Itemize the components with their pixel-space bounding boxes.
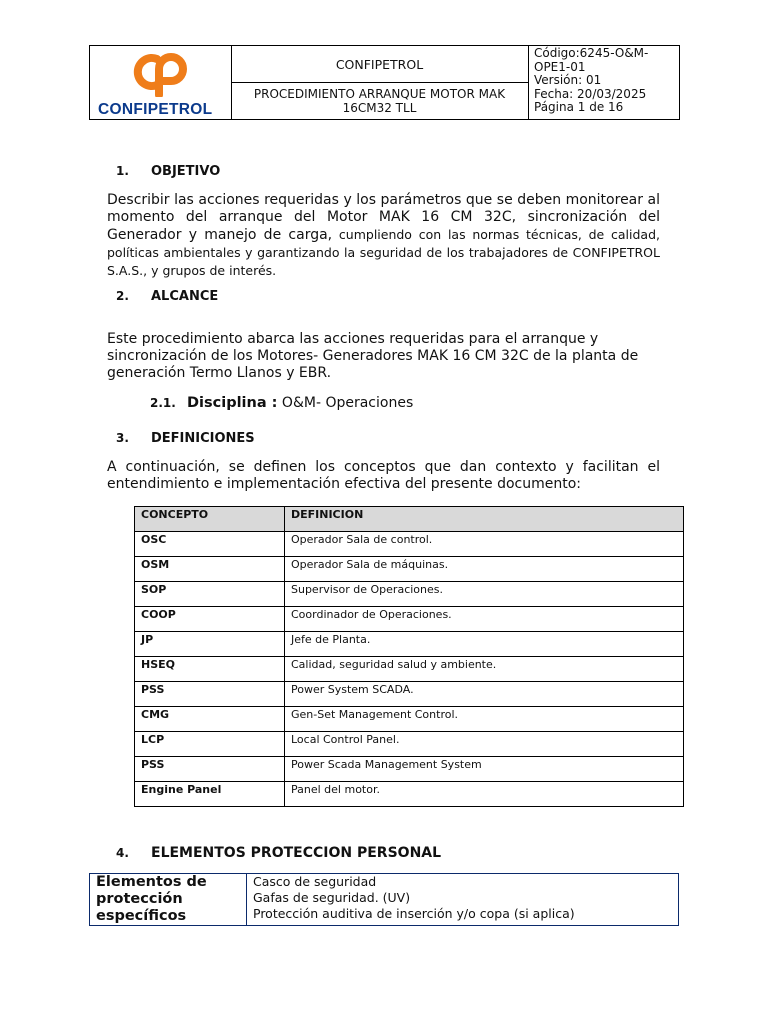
section-heading-epp bbox=[116, 845, 441, 861]
epp-item: Protección auditiva de inserción y/o copa (si aplica) bbox=[253, 906, 575, 921]
definition-cell: Operador Sala de control. bbox=[285, 532, 684, 557]
concept-cell: JP bbox=[135, 632, 285, 657]
section-number: 2. bbox=[116, 289, 129, 303]
objetivo-text-small: cumpliendo con las normas técnicas, de calidad, políticas ambientales y garantizando la seguridad de los trabajadores de CONFIPETROL S.A.S., y grupos de interés. bbox=[107, 227, 660, 278]
concept-cell: HSEQ bbox=[135, 657, 285, 682]
concept-cell: PSS bbox=[135, 682, 285, 707]
concept-cell: SOP bbox=[135, 582, 285, 607]
concept-cell: PSS bbox=[135, 757, 285, 782]
subsection-number: 2.1. bbox=[150, 396, 176, 410]
objetivo-text bbox=[107, 192, 660, 280]
disciplina-line bbox=[150, 395, 413, 411]
document-date: Fecha: 20/03/2025 bbox=[534, 86, 647, 101]
definition-cell: Coordinador de Operaciones. bbox=[285, 607, 684, 632]
section-number: 1. bbox=[116, 164, 129, 178]
definition-cell: Power System SCADA. bbox=[285, 682, 684, 707]
epp-item: Casco de seguridad bbox=[253, 874, 377, 889]
definition-cell: Operador Sala de máquinas. bbox=[285, 557, 684, 582]
table-row bbox=[135, 657, 684, 682]
section-heading-alcance bbox=[116, 289, 218, 304]
definition-cell: Supervisor de Operaciones. bbox=[285, 582, 684, 607]
definitions-table bbox=[134, 506, 684, 807]
procedure-title: PROCEDIMIENTO ARRANQUE MOTOR MAK 16CM32 TLL bbox=[253, 87, 506, 115]
table-header-definicion: DEFINICION bbox=[285, 507, 684, 532]
table-row bbox=[135, 632, 684, 657]
definition-cell: Panel del motor. bbox=[285, 782, 684, 807]
table-header-concepto: CONCEPTO bbox=[135, 507, 285, 532]
concept-cell: Engine Panel bbox=[135, 782, 285, 807]
epp-row bbox=[90, 874, 679, 926]
table-row bbox=[135, 757, 684, 782]
document-version: Versión: 01 bbox=[534, 73, 602, 87]
section-title: DEFINICIONES bbox=[151, 431, 255, 446]
section-number: 4. bbox=[116, 846, 129, 860]
epp-item: Gafas de seguridad. (UV) bbox=[253, 890, 411, 905]
page-number: Página 1 de 16 bbox=[534, 100, 624, 114]
section-title: ELEMENTOS PROTECCION PERSONAL bbox=[151, 845, 442, 861]
document-code: Código:6245-O&M-OPE1-01 bbox=[534, 46, 649, 74]
definition-cell: Calidad, seguridad salud y ambiente. bbox=[285, 657, 684, 682]
section-title: ALCANCE bbox=[151, 289, 219, 304]
section-number: 3. bbox=[116, 431, 129, 445]
epp-table bbox=[89, 873, 679, 926]
definition-cell: Power Scada Management System bbox=[285, 757, 684, 782]
definition-cell: Gen-Set Management Control. bbox=[285, 707, 684, 732]
header-title-cell bbox=[231, 46, 529, 119]
section-heading-objetivo bbox=[116, 164, 220, 179]
definition-cell: Jefe de Planta. bbox=[285, 632, 684, 657]
section-heading-definiciones bbox=[116, 431, 255, 446]
table-row bbox=[135, 607, 684, 632]
table-row bbox=[135, 782, 684, 807]
document-meta bbox=[529, 47, 684, 115]
epp-label: Elementos de protección específicos bbox=[90, 874, 247, 926]
concept-cell: LCP bbox=[135, 732, 285, 757]
logo-wordmark: CONFIPETROL bbox=[98, 101, 213, 118]
table-row bbox=[135, 682, 684, 707]
concept-cell: CMG bbox=[135, 707, 285, 732]
concept-cell: COOP bbox=[135, 607, 285, 632]
table-header-row bbox=[135, 507, 684, 532]
concept-cell: OSM bbox=[135, 557, 285, 582]
objetivo-text-main: Describir las acciones requeridas y los parámetros que se deben monitorear al momento del arranque del Motor MAK 16 CM 32C, sincronización del Generador y manejo de carga, bbox=[107, 192, 660, 243]
alcance-text: Este procedimiento abarca las acciones requeridas para el arranque y sincronización de los Motores- Generadores MAK 16 CM 32C de la planta de generación Termo Llanos y EBR. bbox=[107, 331, 639, 381]
definition-cell: Local Control Panel. bbox=[285, 732, 684, 757]
epp-items bbox=[247, 874, 679, 926]
section-title: OBJETIVO bbox=[151, 164, 221, 179]
disciplina-value: O&M- Operaciones bbox=[277, 395, 414, 411]
disciplina-label: Disciplina : bbox=[187, 395, 278, 411]
table-row bbox=[135, 557, 684, 582]
document-header bbox=[89, 45, 680, 120]
definiciones-text: A continuación, se definen los conceptos que dan contexto y facilitan el entendimiento e implementación efectiva del presente documento: bbox=[107, 459, 660, 492]
table-row bbox=[135, 707, 684, 732]
table-row bbox=[135, 582, 684, 607]
concept-cell: OSC bbox=[135, 532, 285, 557]
table-row bbox=[135, 732, 684, 757]
table-row bbox=[135, 532, 684, 557]
logo-cell bbox=[90, 46, 232, 119]
confipetrol-logo-icon bbox=[133, 53, 189, 97]
company-name: CONFIPETROL bbox=[231, 46, 528, 83]
